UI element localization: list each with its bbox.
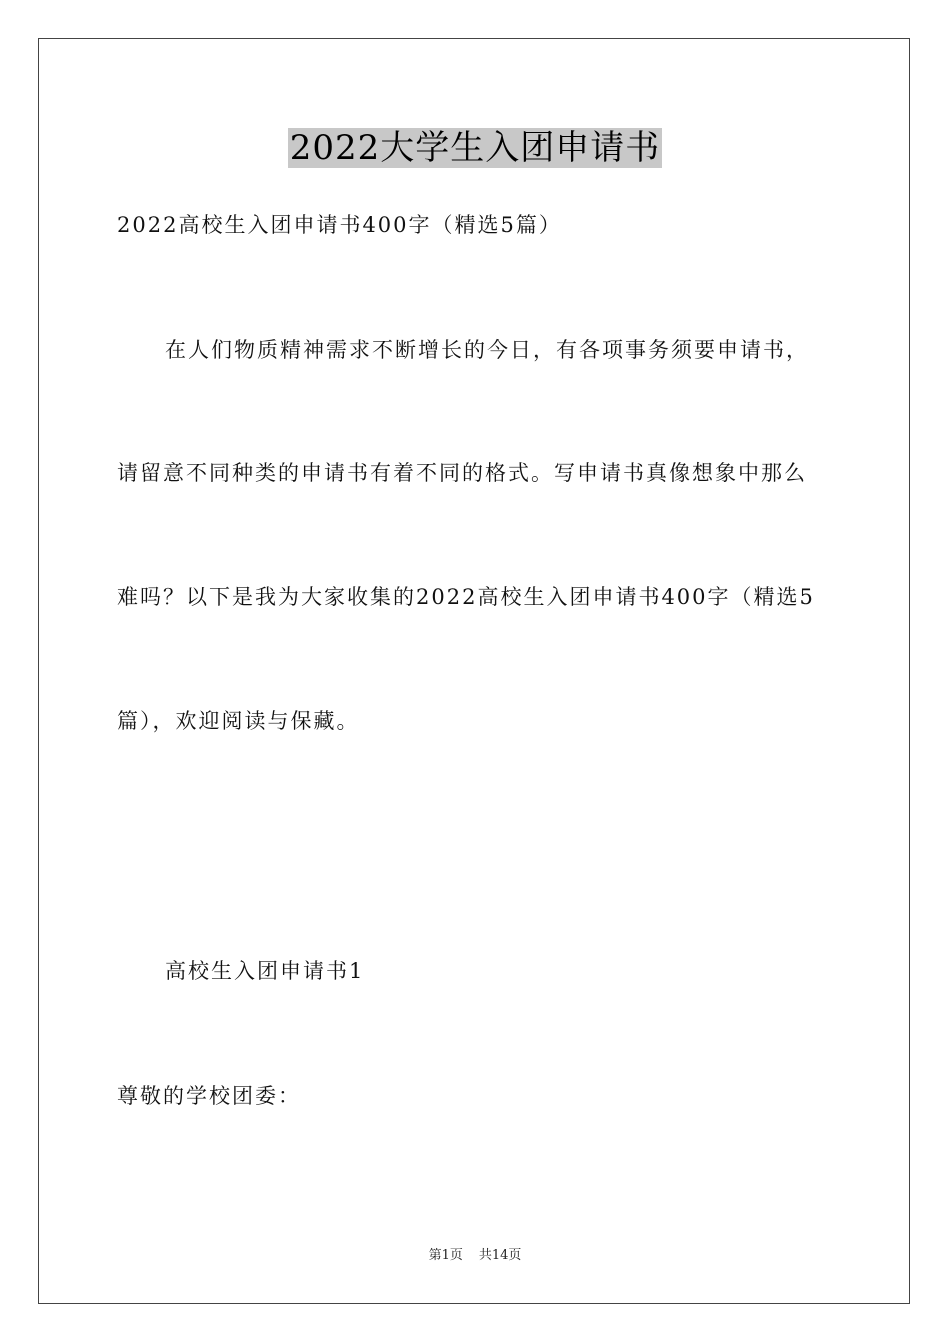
paragraph-line-4: 篇），欢迎阅读与保藏。 — [117, 709, 360, 733]
document-title: 2022大学生入团申请书 — [289, 128, 661, 168]
salutation: 尊敬的学校团委： — [117, 1084, 301, 1108]
section-heading: 高校生入团申请书1 — [165, 959, 365, 983]
paragraph-line-2: 请留意不同种类的申请书有着不同的格式。写申请书真像想象中那么 — [117, 461, 807, 485]
document-subtitle: 2022高校生入团申请书400字（精选5篇） — [117, 213, 562, 237]
page-footer — [0, 1248, 950, 1264]
page-number: 第1页 — [428, 1248, 463, 1263]
paragraph-line-3: 难吗？以下是我为大家收集的2022高校生入团申请书400字（精选5 — [117, 585, 815, 609]
title-container — [0, 128, 950, 168]
paragraph-line-1: 在人们物质精神需求不断增长的今日，有各项事务须要申请书， — [165, 338, 809, 362]
page-total: 共14页 — [478, 1248, 522, 1263]
